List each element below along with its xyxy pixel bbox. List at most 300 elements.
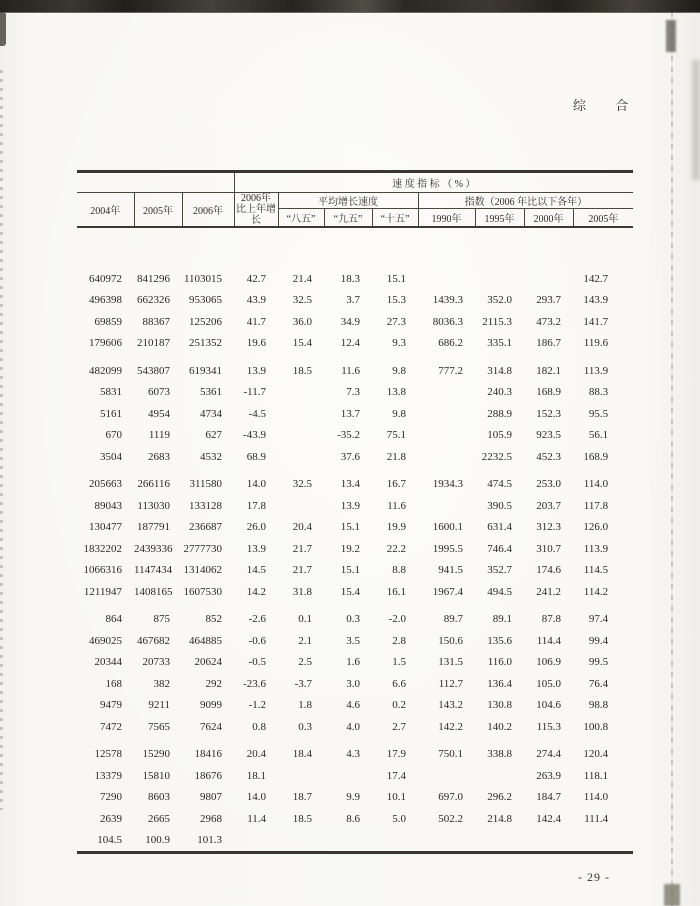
table-row — [77, 560, 633, 582]
table-cell: 382 — [153, 677, 170, 690]
table-cell: 953065 — [189, 294, 223, 307]
table-cell: 2.8 — [392, 634, 407, 647]
table-cell: 312.3 — [536, 521, 562, 534]
table-cell: 11.6 — [341, 364, 361, 377]
table-cell: 130477 — [89, 521, 122, 534]
table-cell: 186.7 — [536, 337, 562, 350]
table-cell: 117.8 — [583, 499, 609, 512]
table-cell: 120.4 — [583, 748, 609, 761]
table-cell: 1066316 — [83, 564, 122, 577]
header-col-growth — [234, 193, 278, 228]
table-cell: 76.4 — [588, 677, 609, 690]
table-row — [77, 333, 633, 355]
table-cell: 390.5 — [487, 499, 513, 512]
table-cell: 15.4 — [292, 337, 313, 350]
table-cell: 467682 — [137, 634, 170, 647]
table-cell: 179606 — [89, 337, 122, 350]
table-cell: 502.2 — [438, 812, 464, 825]
table-cell: 16.7 — [386, 478, 407, 491]
table-cell: 15810 — [142, 769, 170, 782]
group-spacer — [77, 227, 633, 268]
table-cell: 310.7 — [536, 542, 562, 555]
table-cell: -2.0 — [388, 613, 407, 626]
table-row — [77, 290, 633, 312]
table-cell: 20.4 — [246, 748, 267, 761]
table-cell: 496398 — [89, 294, 122, 307]
table-cell: 18.4 — [292, 748, 313, 761]
table-cell: 1.8 — [298, 699, 313, 712]
table-cell: 9099 — [200, 699, 223, 712]
table-cell: 3.7 — [346, 294, 361, 307]
table-cell: 7290 — [100, 791, 122, 804]
scan-smudge-right-top — [666, 20, 676, 52]
table-cell: 112.7 — [438, 677, 464, 690]
table-cell: 142.4 — [536, 812, 562, 825]
table-cell: 15.3 — [386, 294, 407, 307]
table-cell: 18676 — [194, 769, 223, 782]
table-cell: 114.0 — [583, 791, 609, 804]
table-cell: 136.4 — [487, 677, 513, 690]
header-plan-85: “八五” — [278, 209, 324, 227]
table-cell — [324, 765, 372, 787]
table-cell: 750.1 — [438, 748, 464, 761]
table-cell: 13.7 — [340, 407, 361, 420]
table-cell: 8603 — [148, 791, 170, 804]
table-cell: 5161 — [100, 407, 122, 420]
table-cell: 18.7 — [292, 791, 313, 804]
table-cell: 125206 — [189, 315, 223, 328]
table-cell: 640972 — [89, 272, 122, 285]
table-cell: 17.9 — [386, 748, 407, 761]
table-cell: 126.0 — [583, 521, 609, 534]
table-cell: 335.1 — [487, 337, 513, 350]
table-cell: 1119 — [148, 429, 170, 442]
table-cell: 4.6 — [346, 699, 361, 712]
header-speed-indicators: 速 度 指 标 （ % ） — [234, 172, 633, 193]
table-cell — [278, 830, 324, 853]
table-cell: 99.5 — [588, 656, 609, 669]
table-cell: 114.2 — [583, 585, 609, 598]
table-cell: 114.4 — [536, 634, 562, 647]
table-cell: -3.7 — [294, 677, 313, 690]
table-cell — [278, 425, 324, 447]
table-cell: 174.6 — [536, 564, 562, 577]
header-plan-105: “十五” — [372, 209, 418, 227]
table-row — [77, 360, 633, 382]
table-cell: 266116 — [137, 478, 170, 491]
table-cell: 2968 — [200, 812, 223, 825]
table-cell: 14.0 — [246, 478, 267, 491]
table-cell: 0.3 — [298, 720, 313, 733]
table-cell: 98.8 — [588, 699, 609, 712]
table-cell: 14.2 — [246, 585, 267, 598]
table-cell: 1832202 — [83, 542, 122, 555]
table-cell — [278, 382, 324, 404]
table-cell: 2683 — [148, 450, 170, 463]
header-growth-line2: 比上年增长 — [236, 204, 277, 226]
table-cell: 16.1 — [386, 585, 407, 598]
table-cell: 143.9 — [583, 294, 609, 307]
table-row — [77, 673, 633, 695]
header-plan-95: “九五” — [324, 209, 372, 227]
table-cell: 288.9 — [487, 407, 513, 420]
table-cell: -1.2 — [248, 699, 267, 712]
table-cell: 338.8 — [487, 748, 513, 761]
table-cell: 0.3 — [346, 613, 361, 626]
table-cell: 7565 — [148, 720, 170, 733]
table-cell: 88367 — [142, 315, 170, 328]
table-cell: 1967.4 — [432, 585, 464, 598]
table-cell: 150.6 — [438, 634, 464, 647]
table-cell: 20.4 — [292, 521, 313, 534]
table-cell: 619341 — [189, 364, 223, 377]
table-cell — [524, 268, 573, 290]
table-cell: 6.6 — [392, 677, 407, 690]
table-cell: 3.5 — [346, 634, 361, 647]
table-cell: 88.3 — [588, 386, 609, 399]
table-cell — [278, 446, 324, 468]
table-cell: 746.4 — [487, 542, 513, 555]
table-row — [77, 808, 633, 830]
table-cell: 8.8 — [392, 564, 407, 577]
table-body — [77, 227, 633, 853]
header-blank-cell — [77, 172, 234, 193]
table-row — [77, 517, 633, 539]
statistics-table — [77, 170, 633, 854]
table-cell: 15290 — [142, 748, 170, 761]
table-cell — [475, 268, 524, 290]
table-cell: 15.4 — [340, 585, 361, 598]
table-cell: 101.3 — [197, 834, 223, 847]
table-cell: 296.2 — [487, 791, 513, 804]
table-cell: 11.4 — [247, 812, 267, 825]
table-cell: 69859 — [94, 315, 122, 328]
table-cell: 1607530 — [183, 585, 223, 598]
table-cell: 115.3 — [536, 720, 562, 733]
table-cell: 4532 — [200, 450, 223, 463]
table-cell: 18.1 — [246, 769, 267, 782]
table-cell: 21.8 — [386, 450, 407, 463]
table-cell: 184.7 — [536, 791, 562, 804]
table-cell — [372, 830, 418, 853]
table-cell: 482099 — [89, 364, 122, 377]
table-cell — [324, 830, 372, 853]
scan-shadow-right — [692, 60, 700, 180]
table-cell: 113.9 — [583, 364, 609, 377]
table-row — [77, 609, 633, 631]
table-cell: 8.6 — [346, 812, 361, 825]
table-cell: 1408165 — [134, 585, 173, 598]
table-cell: 662326 — [137, 294, 170, 307]
table-row — [77, 744, 633, 766]
table-cell: 116.0 — [487, 656, 513, 669]
header-col-2006: 2006年 — [182, 193, 234, 228]
table-cell: 1.5 — [392, 656, 407, 669]
header-idx-2000: 2000年 — [524, 209, 573, 227]
table-cell: 670 — [105, 429, 122, 442]
table-cell — [475, 830, 524, 853]
table-cell: 875 — [153, 613, 170, 626]
table-cell: 3504 — [100, 450, 122, 463]
table-cell: 9.8 — [392, 407, 407, 420]
table-cell — [418, 382, 475, 404]
table-cell: 923.5 — [536, 429, 562, 442]
table-cell: 352.7 — [487, 564, 513, 577]
table-cell — [418, 425, 475, 447]
table-cell: 2.1 — [298, 634, 313, 647]
header-col-2005: 2005年 — [134, 193, 182, 228]
table-cell: 32.5 — [292, 294, 313, 307]
table-row — [77, 787, 633, 809]
table-cell: 0.2 — [392, 699, 407, 712]
table-cell: 2777730 — [183, 542, 223, 555]
table-cell: 20733 — [142, 656, 170, 669]
header-idx-1990: 1990年 — [418, 209, 475, 227]
table-cell: 26.0 — [246, 521, 267, 534]
table-cell: 4.3 — [346, 748, 361, 761]
table-cell: 2439336 — [134, 542, 173, 555]
table-cell: 130.8 — [487, 699, 513, 712]
table-cell: -0.5 — [248, 656, 267, 669]
table-cell: 236687 — [189, 521, 223, 534]
table-header — [77, 172, 633, 228]
table-cell: 114.0 — [583, 478, 609, 491]
table-cell: 8036.3 — [432, 315, 464, 328]
table-cell — [278, 765, 324, 787]
table-cell: 13.9 — [246, 542, 267, 555]
table-cell: 18416 — [194, 748, 223, 761]
table-cell: 210187 — [137, 337, 170, 350]
table-cell: 1.6 — [346, 656, 361, 669]
table-cell: 13379 — [94, 769, 122, 782]
table-cell — [418, 403, 475, 425]
table-cell: 15.1 — [340, 521, 361, 534]
table-row — [77, 765, 633, 787]
table-cell: 240.3 — [487, 386, 513, 399]
table-cell: 89.7 — [443, 613, 464, 626]
table-cell: 941.5 — [438, 564, 464, 577]
table-cell: 631.4 — [487, 521, 513, 534]
table-cell: 14.5 — [246, 564, 267, 577]
table-cell: 17.8 — [246, 499, 267, 512]
scan-smudge-right-bottom — [664, 884, 680, 906]
table-cell: 5361 — [200, 386, 223, 399]
table-cell: 274.4 — [536, 748, 562, 761]
table-cell — [278, 495, 324, 517]
table-cell: 113.9 — [583, 542, 609, 555]
table-cell: 0.1 — [298, 613, 313, 626]
table-cell: 777.2 — [438, 364, 464, 377]
table-cell: 18.5 — [292, 812, 313, 825]
table-row — [77, 652, 633, 674]
table-row — [77, 446, 633, 468]
table-cell: 7.3 — [346, 386, 361, 399]
table-cell — [418, 268, 475, 290]
table-cell: 68.9 — [246, 450, 267, 463]
table-cell: 1147434 — [134, 564, 173, 577]
table-cell: 89043 — [94, 499, 122, 512]
table-cell: 118.1 — [583, 769, 609, 782]
header-idx-2005: 2005年 — [573, 209, 633, 227]
table-cell: 13.9 — [340, 499, 361, 512]
table-cell: 1600.1 — [432, 521, 464, 534]
table-cell: 141.7 — [583, 315, 609, 328]
table-cell: 168.9 — [583, 450, 609, 463]
table-cell: 100.8 — [583, 720, 609, 733]
table-cell: 140.2 — [487, 720, 513, 733]
table-cell: 4734 — [200, 407, 223, 420]
table-cell: 20344 — [94, 656, 122, 669]
table-cell: 1314062 — [183, 564, 223, 577]
table-cell: 36.0 — [292, 315, 313, 328]
header-index-title: 指数（2006 年比以下各年） — [418, 193, 633, 209]
table-cell: 11.6 — [387, 499, 407, 512]
table-cell: 143.2 — [438, 699, 464, 712]
table-cell: 18.3 — [340, 272, 361, 285]
table-cell: 293.7 — [536, 294, 562, 307]
table-cell: 97.4 — [588, 613, 609, 626]
table-row — [77, 716, 633, 738]
table-cell: 56.1 — [588, 429, 609, 442]
table-cell: 2665 — [148, 812, 170, 825]
table-cell: 106.9 — [536, 656, 562, 669]
table-cell: 41.7 — [246, 315, 267, 328]
page-number: - 29 - — [578, 870, 610, 884]
table-row — [77, 630, 633, 652]
table-row — [77, 474, 633, 496]
table-cell: 99.4 — [588, 634, 609, 647]
table-cell — [278, 403, 324, 425]
table-cell: 1211947 — [83, 585, 122, 598]
table-row — [77, 581, 633, 603]
table-cell: 2.7 — [392, 720, 407, 733]
table-cell — [418, 446, 475, 468]
table-cell: 152.3 — [536, 407, 562, 420]
table-cell: 241.2 — [536, 585, 562, 598]
table-cell: 13.4 — [340, 478, 361, 491]
table-cell: 1103015 — [183, 272, 223, 285]
table-cell: 113030 — [137, 499, 170, 512]
table-cell: 469025 — [89, 634, 122, 647]
table-cell: 133128 — [189, 499, 223, 512]
table-cell: 22.2 — [386, 542, 407, 555]
table-cell: -11.7 — [243, 386, 267, 399]
table-cell: 311580 — [189, 478, 223, 491]
table-cell — [418, 765, 475, 787]
table-cell: 686.2 — [438, 337, 464, 350]
table-cell: 20624 — [194, 656, 223, 669]
table-cell: 852 — [205, 613, 223, 626]
table-cell: 2639 — [100, 812, 122, 825]
table-cell: 864 — [105, 613, 122, 626]
table-cell: 142.7 — [583, 272, 609, 285]
table-cell: 135.6 — [487, 634, 513, 647]
table-cell: -35.2 — [337, 429, 361, 442]
table-cell: 182.1 — [536, 364, 562, 377]
table-cell: 314.8 — [487, 364, 513, 377]
scan-noise-left — [0, 70, 3, 810]
table-row — [77, 495, 633, 517]
table-cell: 841296 — [137, 272, 170, 285]
table-row — [77, 538, 633, 560]
table-cell: 31.8 — [292, 585, 313, 598]
header-avg-growth: 平均增长速度 — [278, 193, 418, 209]
table-cell: 15.1 — [386, 272, 407, 285]
table-cell: 75.1 — [386, 429, 407, 442]
table-cell: 15.1 — [340, 564, 361, 577]
table-cell: 3.0 — [346, 677, 361, 690]
table-cell: 4.0 — [346, 720, 361, 733]
table-cell: 214.8 — [487, 812, 513, 825]
table-cell: 34.9 — [340, 315, 361, 328]
table-cell: 27.3 — [386, 315, 407, 328]
table-cell — [573, 830, 633, 853]
table-cell: 105.0 — [536, 677, 562, 690]
table-cell: 21.7 — [292, 542, 313, 555]
table-cell: 10.1 — [386, 791, 407, 804]
table-row — [77, 311, 633, 333]
table-cell: 2.5 — [298, 656, 313, 669]
table-cell: 17.4 — [386, 769, 407, 782]
table-cell: 2232.5 — [481, 450, 513, 463]
header-col-2004: 2004年 — [90, 206, 121, 217]
table-cell: 13.8 — [386, 386, 407, 399]
table-cell: 168.9 — [536, 386, 562, 399]
table-cell: 474.5 — [487, 478, 513, 491]
scan-smudge-left — [0, 12, 6, 46]
table-cell: 1439.3 — [432, 294, 464, 307]
table-cell: 352.0 — [487, 294, 513, 307]
table-row — [77, 382, 633, 404]
table-cell: 19.9 — [386, 521, 407, 534]
table-cell: 292 — [205, 677, 223, 690]
table-cell: 263.9 — [536, 769, 562, 782]
table-cell: 42.7 — [246, 272, 267, 285]
table-cell — [418, 830, 475, 853]
table-cell: 21.7 — [292, 564, 313, 577]
table-cell: -0.6 — [248, 634, 267, 647]
table-cell: 9.9 — [346, 791, 361, 804]
table-cell: 12578 — [94, 748, 122, 761]
table-cell: 114.5 — [583, 564, 609, 577]
header-growth-line1: 2006年 — [241, 193, 272, 204]
table-cell: 7624 — [200, 720, 223, 733]
table-cell: 9479 — [100, 699, 122, 712]
table-cell: 131.5 — [438, 656, 464, 669]
table-cell: 111.4 — [584, 812, 609, 825]
table-cell: 9.8 — [392, 364, 407, 377]
table-cell: 9211 — [148, 699, 170, 712]
table-cell: 142.2 — [438, 720, 464, 733]
table-cell: 473.2 — [536, 315, 562, 328]
table-cell: 21.4 — [292, 272, 313, 285]
table-cell: 494.5 — [487, 585, 513, 598]
table-cell: 37.6 — [340, 450, 361, 463]
table-cell: 452.3 — [536, 450, 562, 463]
table-cell: 19.2 — [340, 542, 361, 555]
table-cell: 187791 — [137, 521, 170, 534]
table-cell — [418, 495, 475, 517]
table-cell: 104.6 — [536, 699, 562, 712]
table-row — [77, 425, 633, 447]
scan-edge-top — [0, 0, 700, 13]
table-cell: 119.6 — [583, 337, 609, 350]
table-cell: 464885 — [189, 634, 223, 647]
table-cell: 13.9 — [246, 364, 267, 377]
table-cell: 95.5 — [588, 407, 609, 420]
table-row — [77, 830, 633, 853]
table-cell — [234, 830, 278, 853]
